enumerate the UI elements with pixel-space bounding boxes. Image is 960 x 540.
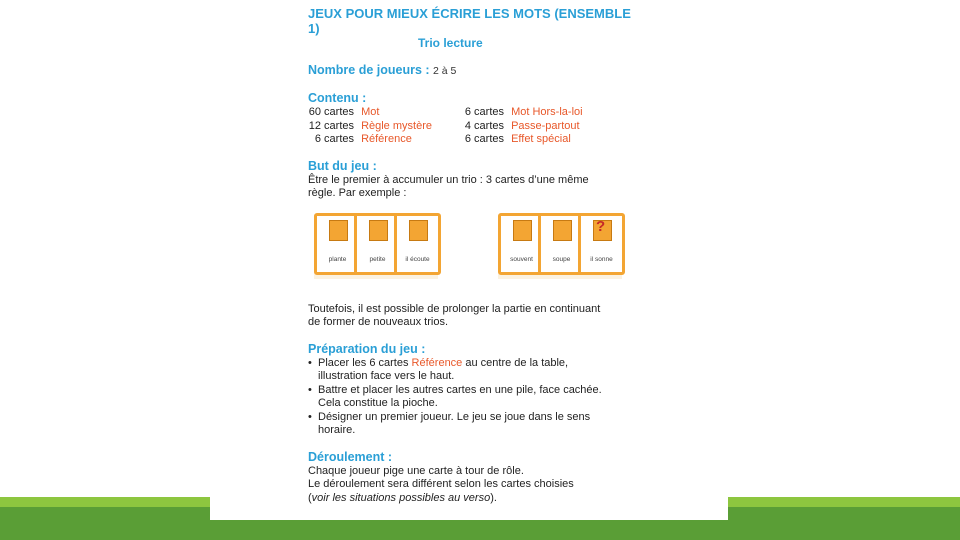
doc-subtitle: Trio lecture (418, 36, 483, 50)
doc-title: JEUX POUR MIEUX ÉCRIRE LES MOTS (ENSEMBLE 1) (308, 6, 631, 36)
prep-list (308, 357, 638, 438)
card-character-icon (369, 220, 388, 241)
card-word: petite (369, 255, 386, 263)
card-word: souvent (510, 255, 533, 263)
contents-row: 6 cartes Effet spécial (464, 133, 571, 145)
card-character-icon (409, 220, 428, 241)
contents-row: 6 cartes Mot Hors-la-loi (464, 106, 583, 118)
contents-heading: Contenu : (308, 91, 367, 105)
goal-heading: But du jeu : (308, 158, 377, 173)
deroulement-line: (voir les situations possibles au verso). (308, 491, 497, 504)
goal-note: de former de nouveaux trios. (308, 316, 449, 328)
goal-line: règle. Par exemple : (308, 187, 407, 199)
players-value: 2 à 5 (433, 65, 457, 77)
card-word: soupe (552, 255, 571, 263)
trio-example-illustration (308, 207, 638, 297)
prep-item: • Battre et placer les autres cartes en une pile, face cachée. Cela constitue la pioche. (308, 384, 638, 411)
card-word: il sonne (590, 255, 613, 263)
card-word: plante (328, 255, 347, 263)
deroulement-heading: Déroulement : (308, 449, 393, 464)
players-label: Nombre de joueurs : (308, 63, 430, 77)
example-card (394, 213, 441, 275)
card-question-icon (593, 220, 612, 241)
prep-item: • Placer les 6 cartes Référence au centre de la table, illustration face vers le haut. (308, 357, 638, 384)
document-content (308, 6, 638, 505)
card-character-icon (329, 220, 348, 241)
card-snake-icon (513, 220, 532, 241)
example-card (578, 213, 625, 275)
card-word: il écoute (405, 255, 430, 263)
contents-row: 12 cartes Règle mystère (308, 119, 432, 132)
contents-row: 60 cartes Mot (308, 106, 380, 118)
contents-row: 4 cartes Passe-partout (464, 119, 580, 132)
document-page (210, 0, 728, 520)
players-heading (308, 63, 638, 79)
prep-heading: Préparation du jeu : (308, 341, 426, 356)
prep-item: • Désigner un premier joueur. Le jeu se joue dans le sens horaire. (308, 411, 638, 438)
deroulement-line: Chaque joueur pige une carte à tour de rôle. (308, 464, 524, 477)
goal-note: Toutefois, il est possible de prolonger la partie en continuant (308, 302, 601, 315)
goal-line: Être le premier à accumuler un trio : 3 cartes d’une même (308, 173, 589, 186)
card-snake-icon (553, 220, 572, 241)
contents-table (308, 106, 638, 147)
contents-row: 6 cartes Référence (314, 133, 412, 145)
deroulement-line: Le déroulement sera différent selon les cartes choisies (308, 478, 574, 490)
